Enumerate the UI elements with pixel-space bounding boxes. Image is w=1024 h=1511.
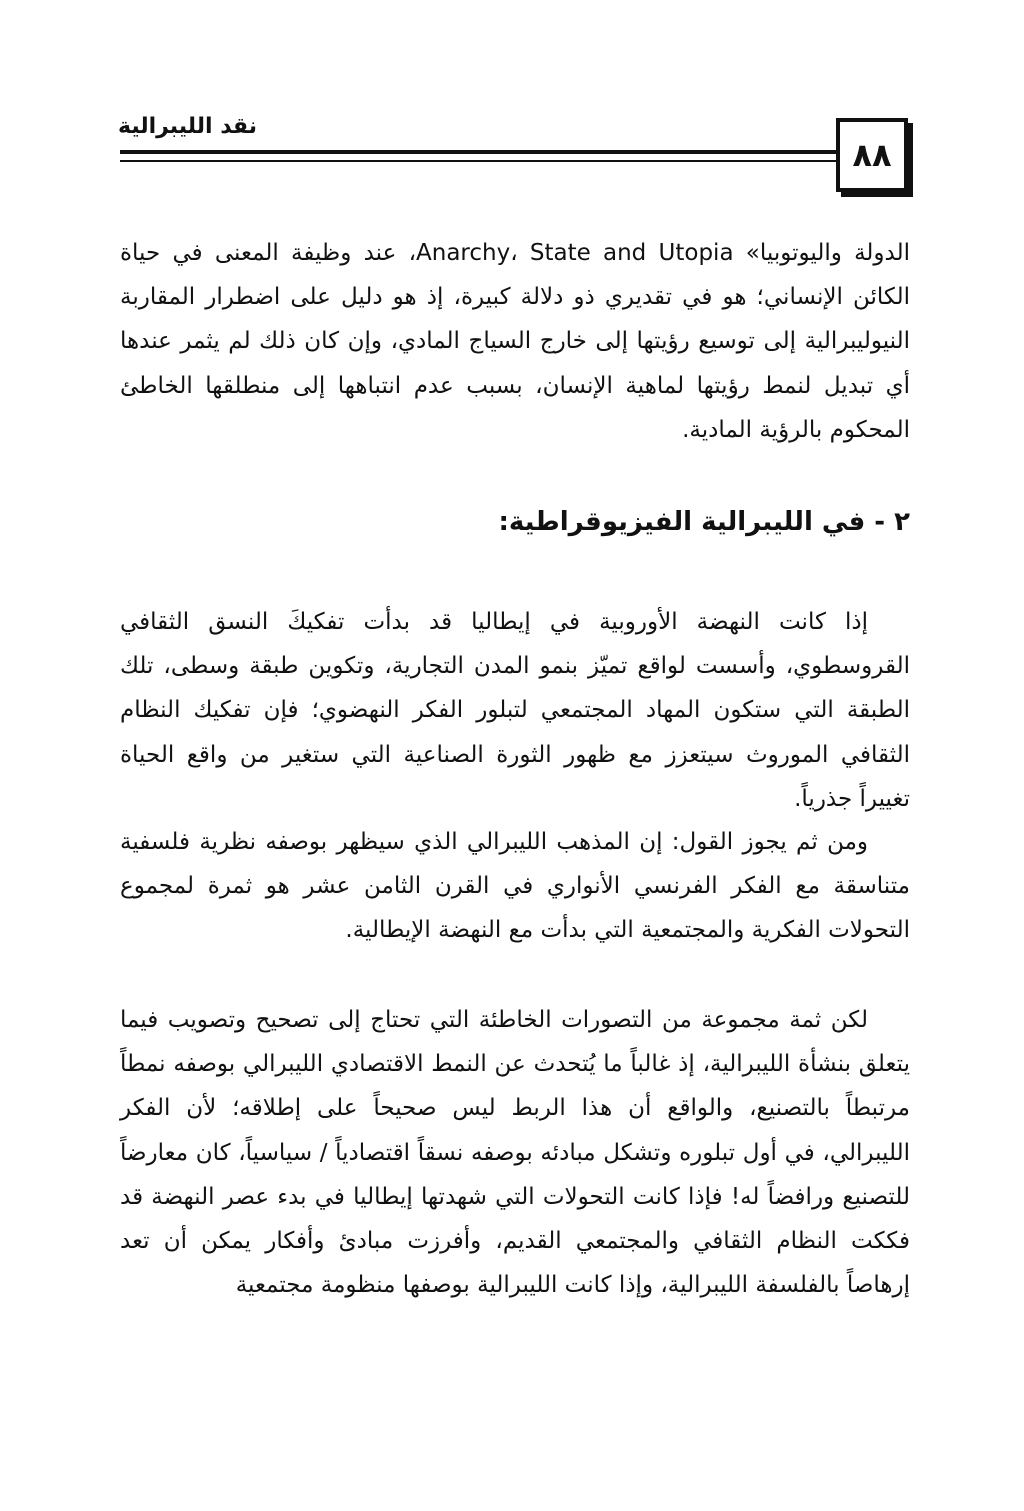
paragraph-2: إذا كانت النهضة الأوروبية في إيطاليا قد بدأت تفكيكَ النسق الثقافي القروسطوي، وأسست لواقع تميّز بنمو المدن التجارية، وتكوين طبقة وسطى، تلك الطبقة التي ستكون المهاد المجتمعي لتبلور الفكر النهضوي؛ فإن تفكيك النظام الثقافي الموروث سيتعزز مع ظهور الثورة الصناعية التي ستغير من واقع الحياة تغييراً جذرياً. xyxy=(120,609,910,812)
header-rule-secondary xyxy=(120,160,840,162)
page-number: ٨٨ xyxy=(836,118,908,192)
paragraph-1: الدولة واليوتوبيا» Anarchy، State and Utopia، عند وظيفة المعنى في حياة الكائن الإنساني؛ هو في تقديري ذو دلالة كبيرة، إذ هو دليل على اضطرار المقاربة النيوليبرالية إلى توسيع رؤيتها إلى خارج السياج المادي، وإن كان ذلك لم يثمر عندها أي تبديل لنمط رؤيتها لماهية الإنسان، بسبب عدم انتباهها إلى منطلقها الخاطئ المحكوم بالرؤية المادية. xyxy=(120,240,910,443)
paragraph-4: لكن ثمة مجموعة من التصورات الخاطئة التي تحتاج إلى تصحيح وتصويب فيما يتعلق بنشأة الليبرالية، إذ غالباً ما يُتحدث عن النمط الاقتصادي الليبرالي بوصفه نمطاً مرتبطاً بالتصنيع، والواقع أن هذا الربط ليس صحيحاً على إطلاقه؛ لأن الفكر الليبرالي، في أول تبلوره وتشكل مبادئه بوصفه نسقاً اقتصادياً / سياسياً، كان معارضاً للتصنيع ورافضاً له! فإذا كانت التحولات التي شهدتها إيطاليا في بدء عصر النهضة قد فككت النظام الثقافي والمجتمعي القديم، وأفرزت مبادئ وأفكار يمكن أن تعد إرهاصاً بالفلسفة الليبرالية، وإذا كانت الليبرالية بوصفها منظومة مجتمعية xyxy=(120,1007,910,1299)
section-heading: ٢ - في الليبرالية الفيزيوقراطية: xyxy=(498,507,910,537)
header-rule xyxy=(120,150,840,154)
paragraph-3: ومن ثم يجوز القول: إن المذهب الليبرالي الذي سيظهر بوصفه نظرية فلسفية متناسقة مع الفكر الفرنسي الأنواري في القرن الثامن عشر هو ثمرة لمجموع التحولات الفكرية والمجتمعية التي بدأت مع النهضة الإيطالية. xyxy=(120,829,910,944)
running-title: نقد الليبرالية xyxy=(118,114,258,139)
